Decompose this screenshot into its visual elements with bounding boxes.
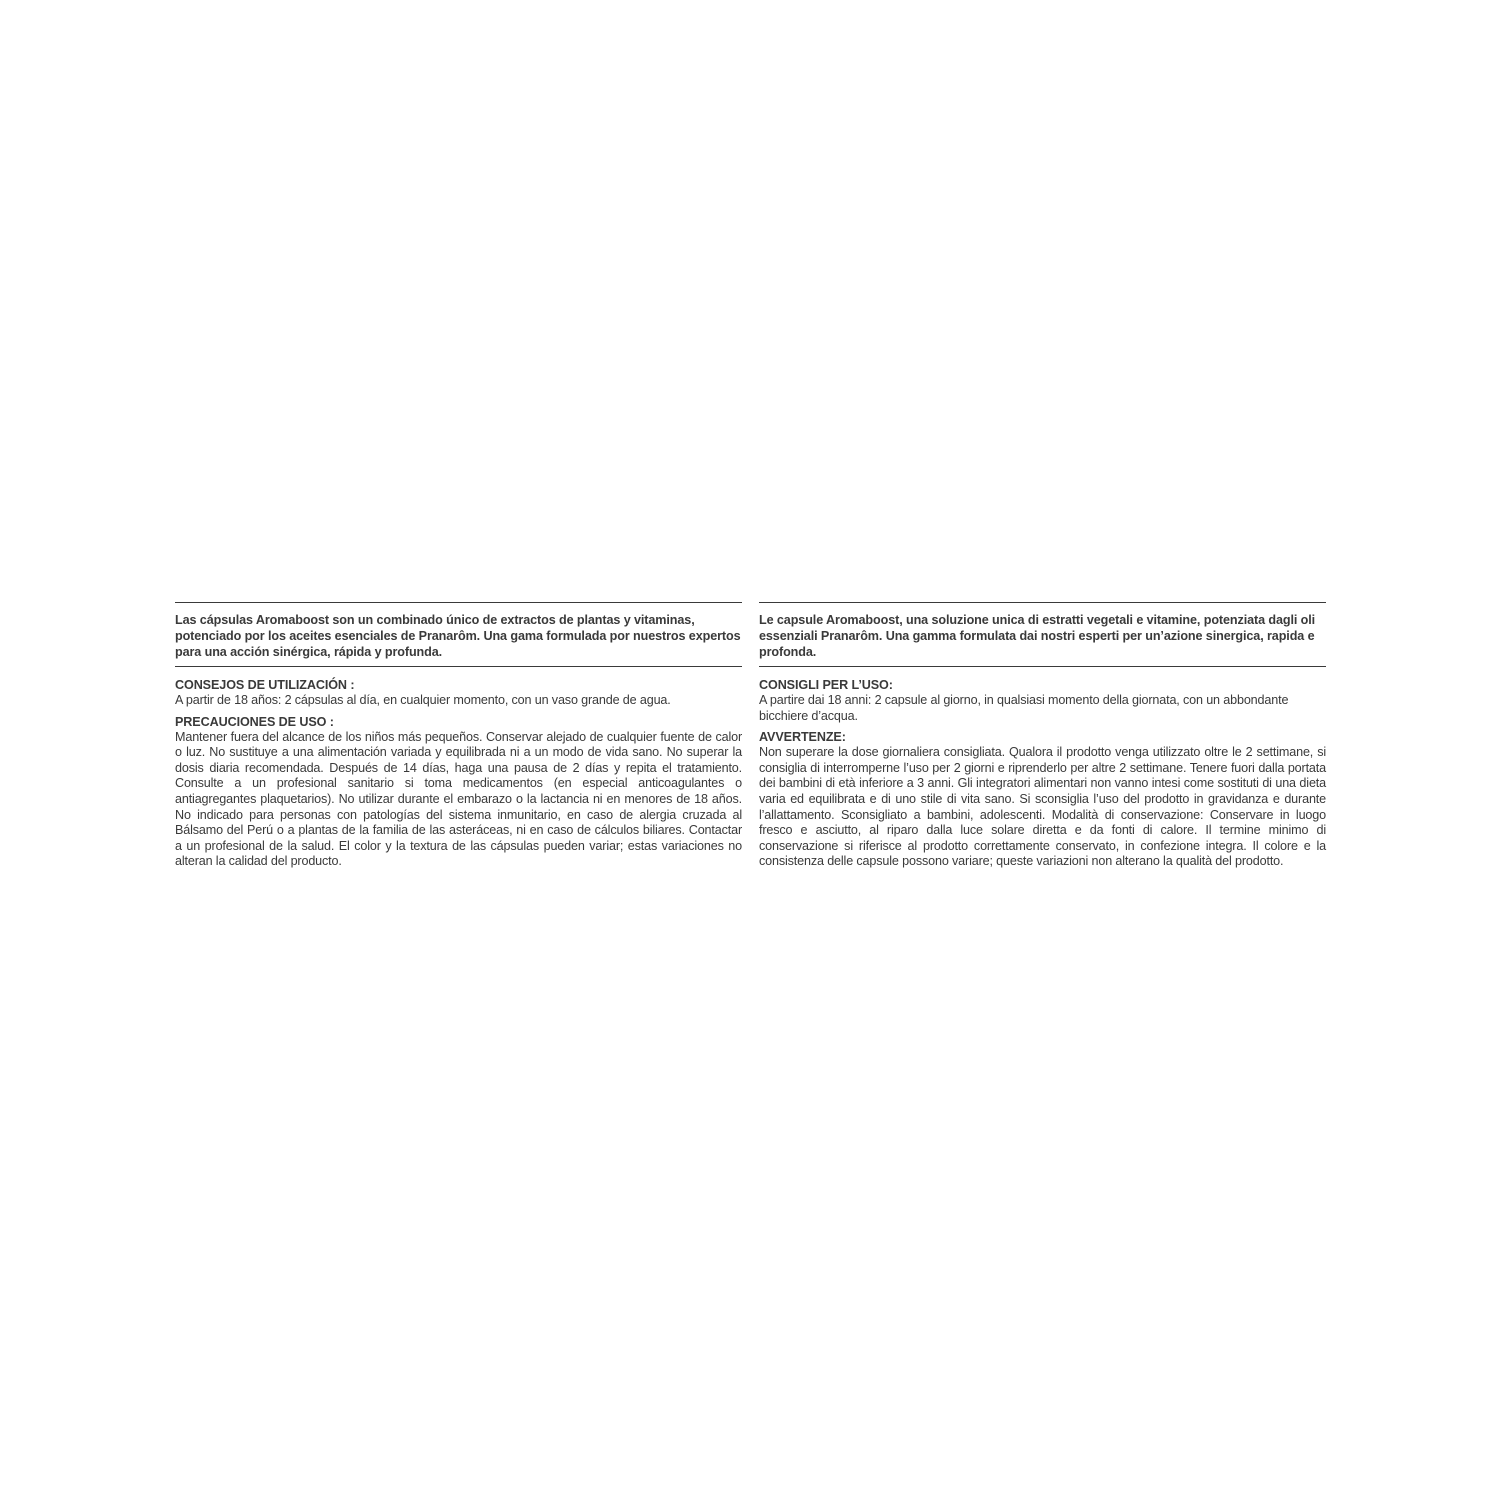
- usage-text: A partir de 18 años: 2 cápsulas al día, en cualquier momento, con un vaso grande de agua.: [175, 693, 671, 707]
- precautions-heading: PRECAUCIONES DE USO :: [175, 714, 334, 729]
- spanish-sections: [175, 667, 742, 870]
- warnings-heading: AVVERTENZE:: [759, 730, 846, 745]
- usage-heading: CONSEJOS DE UTILIZACIÓN :: [175, 678, 355, 692]
- spanish-column: [175, 602, 742, 870]
- warnings-text: Non superare la dose giornaliera consigliata. Qualora il prodotto venga utilizzato oltre le 2 settimane, si consiglia di interromperne l’uso per 2 giorni e riprenderlo per altre 2 settimane. Tenere fuori dalla portata dei bambini di età inferiore a 3 anni. Gli integratori alimentari non vanno intesi come sostituti di una dieta varia ed equilibrata e di uno stile di vita sano. Si sconsiglia l’uso del prodotto in gravidanza e durante l’allattamento. Sconsigliato a bambini, adolescenti. Modalità di conservazione: Conservare in luogo fresco e asciutto, al riparo dalla luce solare diretta e da fonti di calore. Il termine minimo di conservazione si riferisce al prodotto correttamente conservato, in confezione integra. Il colore e la consistenza delle capsule possono variare; queste variazioni non alterano la qualità del prodotto.: [759, 745, 1326, 869]
- spanish-intro: Las cápsulas Aromaboost son un combinado único de extractos de plantas y vitaminas, potenciado por los aceites esenciales de Pranarôm. Una gama formulada por nuestros expertos para una acción sinérgica, rápida y profunda.: [175, 613, 741, 659]
- precautions-text: Mantener fuera del alcance de los niños más pequeños. Conservar alejado de cualquier fuente de calor o luz. No sustituye a una alimentación variada y equilibrada ni a un modo de vida sano. No superar la dosis diaria recomendada. Después de 14 días, haga una pausa de 2 días y repita el tratamiento. Consulte a un profesional sanitario si toma medicamentos (en especial anticoagulantes o antiagregantes plaquetarios). No utilizar durante el embarazo o la lactancia ni en menores de 18 años. No indicado para personas con patologías del sistema inmunitario, en caso de alergia cruzada al Bálsamo del Perú o a plantas de la familia de las asteráceas, ni en caso de cálculos biliares. Contactar a un profesional de la salud. El color y la textura de las cápsulas pueden variar; estas variaciones no alteran la calidad del producto.: [175, 729, 742, 869]
- italian-sections: [759, 667, 1326, 870]
- usage-text: A partire dai 18 anni: 2 capsule al giorno, in qualsiasi momento della giornata, con un abbondante bicchiere d’acqua.: [759, 693, 1289, 723]
- usage-heading: CONSIGLI PER L’USO:: [759, 678, 893, 692]
- italian-column: [759, 602, 1326, 870]
- italian-intro: Le capsule Aromaboost, una soluzione unica di estratti vegetali e vitamine, potenziata dagli oli essenziali Pranarôm. Una gamma formulata dai nostri esperti per un’azione sinergica, rapida e profonda.: [759, 613, 1316, 659]
